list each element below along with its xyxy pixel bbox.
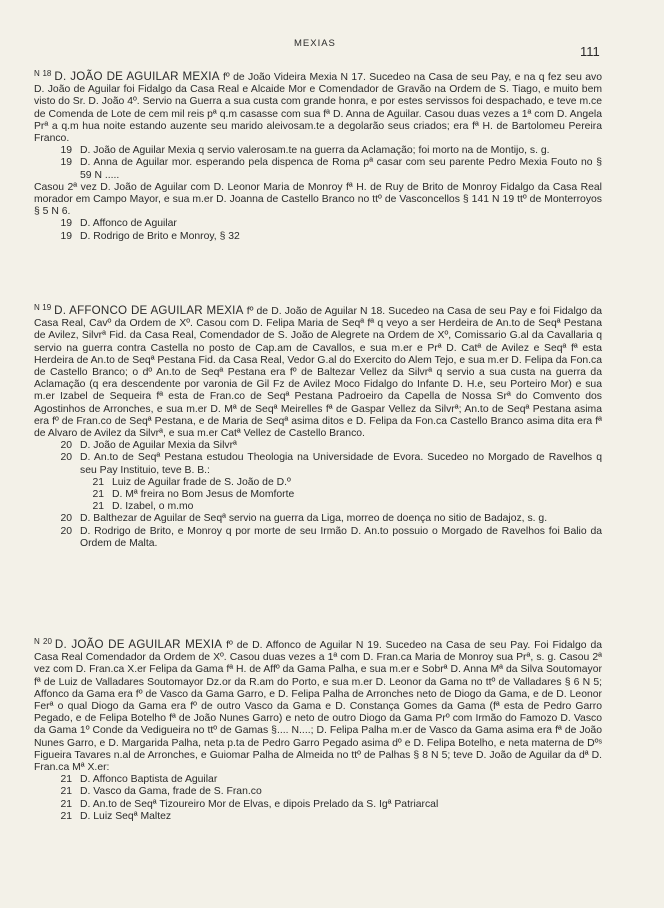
generation-number: 21	[92, 501, 104, 513]
child-text: D. An.to de Seqª Pestana estudou Theologia na Universidade de Evora. Sucedeo no Morgado de Ravelhos q seu Pay Instituio, teve B. B.:	[80, 452, 602, 476]
child-text: D. Rodrigo de Brito, e Monroy q por morte de seu Irmão D. An.to possuio o Morgado de Ravelhos foi Balio da Ordem de Malta.	[80, 525, 602, 549]
entry-title: D. JOÃO DE AGUILAR MEXIA	[54, 638, 223, 651]
entry-ref: N 20	[34, 637, 52, 646]
generation-number: 19	[60, 230, 72, 242]
entry-paragraph	[34, 636, 602, 774]
list-item	[50, 157, 602, 181]
generation-number: 21	[92, 489, 104, 501]
list-item	[82, 489, 602, 501]
list-item	[50, 799, 602, 811]
list-item	[50, 513, 602, 525]
list-item	[50, 440, 602, 452]
child-text: D. Rodrigo de Brito e Monroy, § 32	[80, 230, 240, 242]
second-marriage: Casou 2ª vez D. João de Aguilar com D. Leonor Maria de Monroy fª H. de Ruy de Brito de Monroy Fidalgo da Casa Real morador em Campo Mayor, e sua m.er D. Joanna de Castello Branco no ttº de Vasconcellos § 141 N 19 ttº de Monterroyos § 5 N 6.	[34, 181, 602, 218]
list-item	[50, 231, 602, 243]
child-text: D. Luiz Seqª Maltez	[80, 810, 172, 822]
children-list	[34, 218, 602, 242]
generation-number: 20	[60, 440, 72, 452]
entry-body: fº de D. Affonco de Aguilar N 19. Sucedeo na Casa de seu Pay. Foi Fidalgo da Casa Real Comendador da Ordem de Xº. Casou duas vezes a 1ª com D. Fran.ca Maria de Monroy sua Prª, s. g. Casou 2ª vez com D. Fran.ca X.er Felipa da Gama fª H. de Affº da Gama Palha, e sua m.er e Sobrª D. Anna Mª da Silva Soutomayor fª de Luiz de Valladares Soutomayor Dz.or da R.am do Porto, e sua m.er D. Leonor da Gama no ttº de Valladares § 6 N 5; Affonco da Gama era fº de Vasco da Gama Garro, e D. Felipa Palha de Arronches neto de Diogo da Gama, e de D. Leonor Ferª o qual Diogo da Gama era fº de outro Vasco da Gama e D. Constança Gomes da Gama (fª esta de Pedro Garro Pegado, e de Felipa Botelho fª de João Nunes Garro) e neto de outro Diogo da Gama Prº com Irmão do Famozo D. Vasco da Gama 1º Conde da Vedigueira no ttº de Gamas §.... N....; D. Felipa Palha m.er de Vasco da Gama asima era fª de João Nunes Garro, e D. Margarida Palha, neta p.ta de Pedro Garro Pegado asima dº e D. Felipa Botelho, e neta materna de Dºˢ Figueira Tavares n.al de Arronches, e Guiomar Palha de Almeida no ttº de Palhas § 8 N 5; teve D. João de Aguilar da dª D. Fran.ca Mª X.er:	[34, 640, 602, 774]
child-text: Luiz de Aguilar frade de S. João de D.º	[112, 476, 291, 488]
page-number: 111	[580, 44, 600, 59]
child-text: D. Vasco da Gama, frade de S. Fran.co	[80, 786, 262, 798]
children-list	[34, 774, 602, 823]
generation-number: 20	[60, 525, 72, 537]
entry-ref: N 18	[34, 69, 52, 78]
child-text: D. João de Aguilar Mexia q servio valerosam.te na guerra da Aclamação; foi morto na de Montijo, s. g.	[80, 145, 550, 157]
generation-number: 21	[60, 798, 72, 810]
entry-paragraph	[34, 302, 602, 440]
section-n19	[34, 302, 602, 550]
generation-number: 21	[60, 786, 72, 798]
child-text: D. Affonco Baptista de Aguilar	[80, 774, 218, 786]
list-item	[50, 145, 602, 157]
child-text: D. An.to de Seqª Tizoureiro Mor de Elvas, e dipois Prelado da S. Igª Patriarcal	[80, 798, 439, 810]
section-n20	[34, 636, 602, 823]
list-item	[50, 811, 602, 823]
list-item	[50, 452, 602, 476]
entry-ref: N 19	[34, 303, 52, 312]
generation-number: 20	[60, 513, 72, 525]
generation-number: 19	[60, 145, 72, 157]
entry-title: D. AFFONCO DE AGUILAR MEXIA	[54, 304, 244, 317]
child-text: D. Izabel, o m.mo	[112, 501, 194, 513]
entry-title: D. JOÃO DE AGUILAR MEXIA	[54, 70, 220, 83]
generation-number: 19	[60, 157, 72, 169]
generation-number: 21	[60, 774, 72, 786]
entry-paragraph	[34, 68, 602, 145]
generation-number: 19	[60, 218, 72, 230]
children-list	[34, 440, 602, 550]
list-item	[82, 501, 602, 513]
child-text: D. Affonco de Aguilar	[80, 218, 177, 230]
generation-number: 20	[60, 452, 72, 464]
generation-number: 21	[92, 476, 104, 488]
list-item	[50, 526, 602, 550]
children-list	[34, 145, 602, 182]
child-text: D. Balthezar de Aguilar de Seqª servio na guerra da Liga, morreo de doença no sitio de Badajoz, s. g.	[80, 513, 548, 525]
list-item	[50, 774, 602, 786]
child-text: D. Anna de Aguilar mor. esperando pela dispenca de Roma pª casar com seu parente Pedro Mexia Fouto no § 59 N .....	[80, 157, 602, 181]
list-item	[82, 477, 602, 489]
section-n18	[34, 68, 602, 243]
list-item	[50, 786, 602, 798]
running-head: MEXIAS	[294, 38, 336, 49]
entry-body: fº de D. João de Aguilar N 18. Sucedeo na Casa de seu Pay e foi Fidalgo da Casa Real, Cavº da Ordem de Xº. Casou com D. Felipa Maria de Seqª fª q veyo a ser Herdeira de An.to de Seqª Pestana de Avilez, Silvrª Fid. da Casa Real, Comendador de S. João de Alegrete na Ordem de Xº, Comissario G.al da Cavallaria q servio na guerra contra Castella no posto de Cap.am de Cavallos, e sua m.er e Prª D. Catª de Avilez e Seqª fª esta Herdeira de An.to de Seqª Pestana Fid. da Casa Real, Vedor G.al do Exercito do Alem Tejo, e sua m.er D. Felipa da Fon.ca de Castello Branco; o dº An.to de Seqª Pestana era fº de Baltezar Vellez da Silvrª q servio a sua custa na guerra da Aclamação (q era descendente por varonia de Gil Fz de Avilez Moco Fidalgo do Infante D. H.e, seu Porteiro Mor) e sua m.er Izabel de Sequeira fª esta de Fran.co de Seqª Pestana Padroeiro da Capella de Nossa Srª do Comvento dos Agostinhos de Arronches, e sua m.er D. Mª de Seqª Meirelles fª de Gaspar Vellez da Silvrª; An.to de Seqª Pestana asima era fº de Fran.co de Seqª Pestana, e de Maria de Seqª asima ditos e D. Felipa da Fon.ca Castello Branco asima dita era fª de Alvaro de Avilez da Silvrª, e sua m.er Catª Vellez de Castello Branco.	[34, 306, 603, 440]
child-text: D. João de Aguilar Mexia da Silvrª	[80, 440, 237, 452]
entry-body: fº de João Videira Mexia N 17. Sucedeo na Casa de seu Pay, e na q fez seu avo D. João de Aguilar foi Fidalgo da Casa Real e Alcaide Mor e Comendador de Gravão na Ordem de S. Tiago, e muito bem visto do Sr. D. João 4º. Servio na Guerra a sua custa com grande honra, e por estes servissos foi despachado, e teve m.ce de Comenda de Lote de cem mil reis pª q.m casasse com sua fª D. Anna de Aguilar. Casou duas vezes a 1ª com D. Angela Prª a q.m hua noite estando auzente seu marido aleivosam.te a degolarão seus criados; era fª H. de Bartolomeu Pereira Franco.	[34, 72, 602, 145]
generation-number: 21	[60, 810, 72, 822]
child-text: D. Mª freira no Bom Jesus de Momforte	[112, 489, 295, 501]
list-item	[50, 218, 602, 230]
